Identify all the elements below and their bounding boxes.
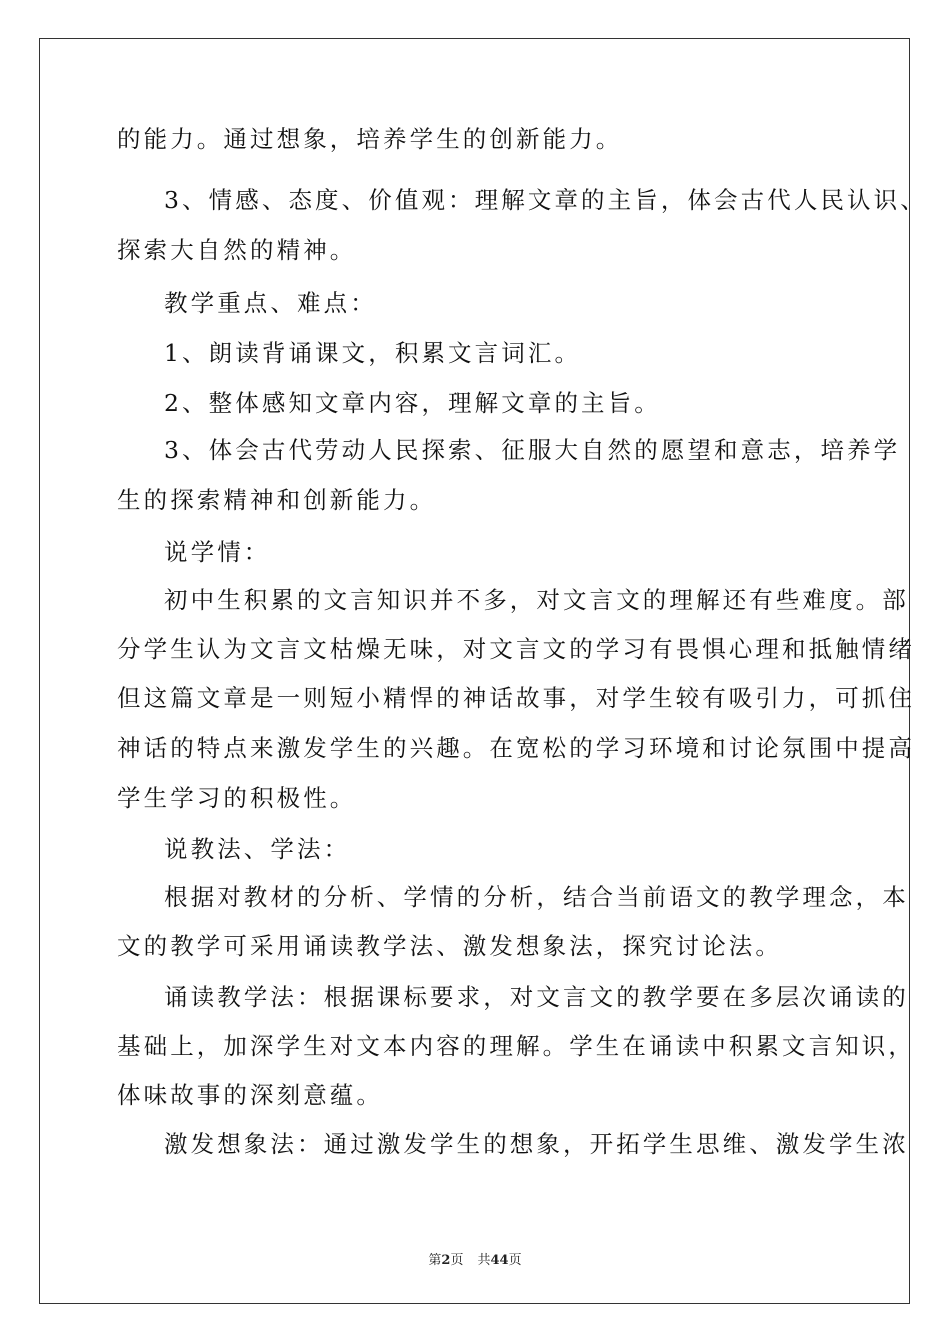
text-line-13: 神话的特点来激发学生的兴趣。在宽松的学习环境和讨论氛围中提高	[117, 734, 915, 762]
section-heading-student-situation: 说学情：	[164, 538, 271, 566]
text-line-16: 根据对教材的分析、学情的分析，结合当前语文的教学理念，本	[164, 883, 909, 911]
section-heading-methods: 说教法、学法：	[164, 835, 351, 863]
text-line-17: 文的教学可采用诵读教学法、激发想象法，探究讨论法。	[117, 932, 782, 960]
text-line-20: 体味故事的深刻意蕴。	[117, 1081, 383, 1109]
page-prefix: 第	[428, 1253, 442, 1268]
text-line-8: 生的探索精神和创新能力。	[117, 486, 437, 514]
text-line-19: 基础上，加深学生对文本内容的理解。学生在诵读中积累文言知识，	[117, 1032, 915, 1060]
text-line-6: 2、整体感知文章内容，理解文章的主旨。	[164, 389, 661, 417]
text-line-5: 1、朗读背诵课文，积累文言词汇。	[164, 339, 582, 367]
text-line-14: 学生学习的积极性。	[117, 784, 357, 812]
text-line-2: 3、情感、态度、价值观：理解文章的主旨，体会古代人民认识、	[164, 186, 927, 214]
text-line-11: 分学生认为文言文枯燥无味，对文言文的学习有畏惧心理和抵触情绪	[117, 635, 915, 663]
text-line-12: 但这篇文章是一则短小精悍的神话故事，对学生较有吸引力，可抓住	[117, 684, 915, 712]
text-line-10: 初中生积累的文言知识并不多，对文言文的理解还有些难度。部	[164, 586, 909, 614]
text-line-1: 的能力。通过想象，培养学生的创新能力。	[117, 125, 623, 153]
text-line-7: 3、体会古代劳动人民探索、征服大自然的愿望和意志，培养学	[164, 436, 901, 464]
total-pages: 44	[490, 1253, 509, 1268]
section-heading-key-points: 教学重点、难点：	[164, 289, 377, 317]
total-prefix: 共	[477, 1253, 491, 1268]
text-line-18: 诵读教学法：根据课标要求，对文言文的教学要在多层次诵读的	[164, 983, 909, 1011]
page-border	[39, 38, 910, 1304]
page-footer	[0, 1249, 950, 1268]
text-line-21: 激发想象法：通过激发学生的想象，开拓学生思维、激发学生浓	[164, 1130, 909, 1158]
total-suffix: 页	[508, 1253, 522, 1268]
page-suffix: 页	[450, 1253, 464, 1268]
text-line-3: 探索大自然的精神。	[117, 236, 357, 264]
page-number: 2	[441, 1253, 451, 1268]
